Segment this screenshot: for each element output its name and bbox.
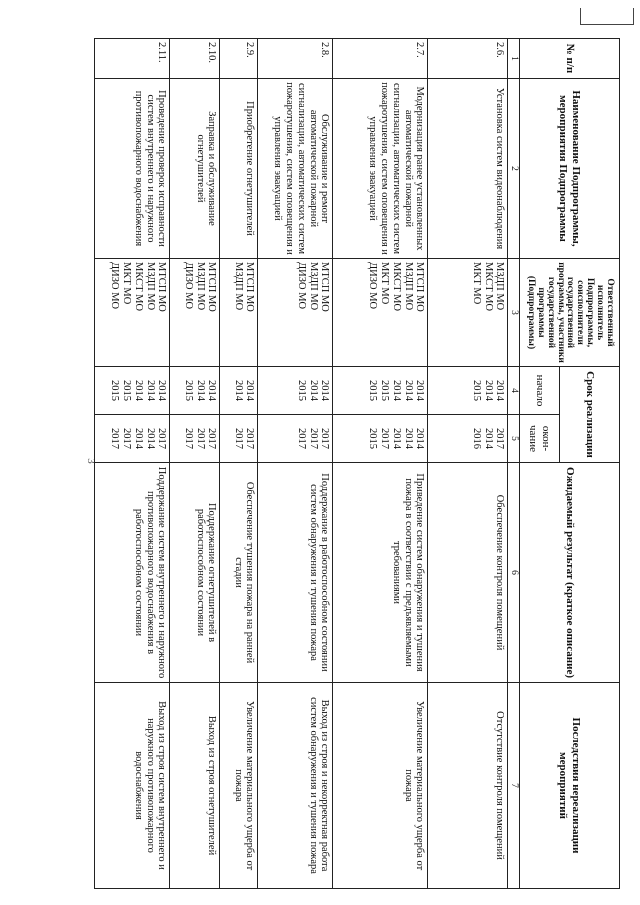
start-year: 2014 — [494, 380, 506, 401]
executor-item: МЗДП МО — [194, 262, 206, 311]
corner-stamp — [580, 8, 634, 25]
start-year: 2014 — [482, 380, 494, 401]
end-year: 2014 — [144, 428, 156, 449]
end-year: 2017 — [244, 428, 256, 449]
end-year-cell — [333, 415, 428, 463]
measure-name: Установка систем видеонаблюдения — [428, 79, 508, 259]
end-year-cell — [95, 415, 170, 463]
index-cell: 2 — [508, 79, 520, 259]
end-year-cell — [258, 415, 333, 463]
end-year: 2017 — [295, 428, 307, 449]
header-name: Наименование Подпрограммы, мероприятия Подпрограммы — [520, 79, 620, 259]
start-year: 2015 — [379, 380, 391, 401]
rotated-table-wrapper — [109, 38, 620, 888]
expected-result: Поддержание огнетушителей в работоспособном состоянии — [170, 463, 220, 683]
executor-item: МЗДП МО — [144, 262, 156, 311]
index-cell: 7 — [508, 683, 520, 889]
non-implementation-consequence: Выход из строя систем внутреннего и наружного противопожарного водоснабжения — [95, 683, 170, 889]
end-year: 2017 — [319, 428, 331, 449]
index-row — [508, 39, 520, 889]
executors-cell — [333, 259, 428, 367]
index-cell: 5 — [508, 414, 519, 462]
end-year: 2014 — [402, 428, 414, 449]
executors-cell — [95, 259, 170, 367]
end-year: 2017 — [232, 428, 244, 449]
start-year: 2014 — [319, 380, 331, 401]
executor-item: ДИЗО МО — [182, 262, 194, 310]
row-number: 2.6. — [428, 39, 508, 79]
executor-item: МТСП МО — [206, 262, 218, 312]
end-year: 2014 — [414, 428, 426, 449]
start-year-cell — [258, 367, 333, 415]
table-row — [333, 39, 428, 889]
executors-cell — [258, 259, 333, 367]
start-year: 2014 — [402, 380, 414, 401]
executor-item: МТСП МО — [156, 262, 168, 312]
end-year-cell — [220, 415, 258, 463]
measure-name: Приобретение огнетушителей — [220, 79, 258, 259]
measure-name: Модернизация ранее установленных автоматической пожарной сигнализации, автоматических систем пожаротушения, систем оповещения и управления эвакуацией — [333, 79, 428, 259]
table-row — [258, 39, 333, 889]
index-cell: 1 — [508, 39, 520, 79]
start-year: 2015 — [121, 380, 133, 401]
non-implementation-consequence: Увеличение материального ущерба от пожара — [220, 683, 258, 889]
end-year: 2014 — [482, 428, 494, 449]
index-cell: 3 — [508, 259, 520, 367]
executor-item: ДИЗО МО — [109, 262, 121, 310]
expected-result: Обеспечение тушения пожара на ранней стадии — [220, 463, 258, 683]
measure-name: Заправка и обслуживание огнетушителей — [170, 79, 220, 259]
row-number: 2.7. — [333, 39, 428, 79]
start-year: 2015 — [109, 380, 121, 401]
start-year-cell — [428, 367, 508, 415]
executor-item: МЗДП МО — [402, 262, 414, 311]
start-year: 2015 — [182, 380, 194, 401]
executor-item: МТСП МО — [319, 262, 331, 312]
expected-result: Приведение систем обнаружения и тушения пожара в соответствии с предъявляемыми требованиями — [333, 463, 428, 683]
table-row — [170, 39, 220, 889]
executor-item: МКТ МО — [379, 262, 391, 305]
index-cell: 6 — [508, 463, 520, 683]
executor-item: ДИЗО МО — [367, 262, 379, 310]
start-year: 2014 — [144, 380, 156, 401]
row-number: 2.8. — [258, 39, 333, 79]
header-num: № п/п — [520, 39, 620, 79]
row-number: 2.10. — [170, 39, 220, 79]
executors-cell — [220, 259, 258, 367]
start-year: 2014 — [156, 380, 168, 401]
header-end: окон-чание — [520, 415, 560, 463]
expected-result: Поддержание в работоспособном состоянии систем обнаружения и тушения пожара — [258, 463, 333, 683]
measure-name: Проведение проверок исправности систем внутреннего и наружного противопожарного водоснабжения — [95, 79, 170, 259]
end-year: 2017 — [121, 428, 133, 449]
executor-item: МКСТ МО — [482, 262, 494, 312]
start-year: 2014 — [390, 380, 402, 401]
measure-name: Обслуживание и ремонт автоматической пожарной сигнализации, автоматических систем пожаротушения, систем оповещения и управления эвакуацией — [258, 79, 333, 259]
non-implementation-consequence: Отсутствие контроля помещений — [428, 683, 508, 889]
header-row — [560, 39, 620, 889]
end-year: 2017 — [206, 428, 218, 449]
end-year: 2017 — [379, 428, 391, 449]
executor-item: МКСТ МО — [132, 262, 144, 312]
executor-item: МКТ МО — [121, 262, 133, 305]
start-year: 2014 — [307, 380, 319, 401]
end-year: 2017 — [156, 428, 168, 449]
end-year: 2017 — [307, 428, 319, 449]
end-year: 2014 — [132, 428, 144, 449]
end-year: 2016 — [470, 428, 482, 449]
non-implementation-consequence: Выход из строя и некорректная работа систем обнаружения и тушения пожара — [258, 683, 333, 889]
executor-item: МКСТ МО — [390, 262, 402, 312]
expected-result: Поддержание систем внутреннего и наружного противопожарного водоснабжения в работоспособном состоянии — [95, 463, 170, 683]
index-cell: 4 — [509, 388, 519, 393]
end-year: 2017 — [194, 428, 206, 449]
non-implementation-consequence: Выход из строя огнетушителей — [170, 683, 220, 889]
start-year: 2014 — [132, 380, 144, 401]
expected-result: Обеспечение контроля помещений — [428, 463, 508, 683]
page-mark: 3 — [84, 458, 97, 464]
measures-table — [94, 38, 620, 889]
start-year: 2015 — [295, 380, 307, 401]
table-row — [220, 39, 258, 889]
index-cell — [508, 367, 520, 463]
end-year: 2017 — [494, 428, 506, 449]
start-year: 2015 — [470, 380, 482, 401]
header-executor: Ответственный исполнитель Подпрограммы, соисполнители государственной программы, участники государственной программы (Подпрограммы) — [520, 259, 620, 367]
end-year-cell — [428, 415, 508, 463]
start-year: 2014 — [194, 380, 206, 401]
start-year-cell — [95, 367, 170, 415]
executor-item: МЗДП МО — [307, 262, 319, 311]
end-year: 2014 — [390, 428, 402, 449]
table-row — [95, 39, 170, 889]
row-number: 2.9. — [220, 39, 258, 79]
start-year: 2014 — [206, 380, 218, 401]
header-consequence: Последствия нереализации мероприятий — [520, 683, 620, 889]
executor-item: МЗДП МО — [232, 262, 244, 311]
start-year-cell — [220, 367, 258, 415]
executor-item: МТСП МО — [244, 262, 256, 312]
end-year-cell — [170, 415, 220, 463]
start-year: 2014 — [244, 380, 256, 401]
executor-item: ДИЗО МО — [295, 262, 307, 310]
start-year: 2014 — [232, 380, 244, 401]
start-year: 2014 — [414, 380, 426, 401]
end-year: 2017 — [182, 428, 194, 449]
header-result: Ожидаемый результат (краткое описание) — [520, 463, 620, 683]
start-year-cell — [333, 367, 428, 415]
start-year: 2015 — [367, 380, 379, 401]
row-number: 2.11. — [95, 39, 170, 79]
executors-cell — [170, 259, 220, 367]
header-period: Срок реализации — [560, 367, 620, 463]
executors-cell — [428, 259, 508, 367]
start-year-cell — [170, 367, 220, 415]
non-implementation-consequence: Увеличение материального ущерба от пожара — [333, 683, 428, 889]
table-row — [428, 39, 508, 889]
end-year: 2017 — [109, 428, 121, 449]
header-start: начало — [520, 367, 560, 415]
end-year: 2015 — [367, 428, 379, 449]
executor-item: МЗДП МО — [494, 262, 506, 311]
executor-item: МТСП МО — [414, 262, 426, 312]
executor-item: МКТ МО — [470, 262, 482, 305]
